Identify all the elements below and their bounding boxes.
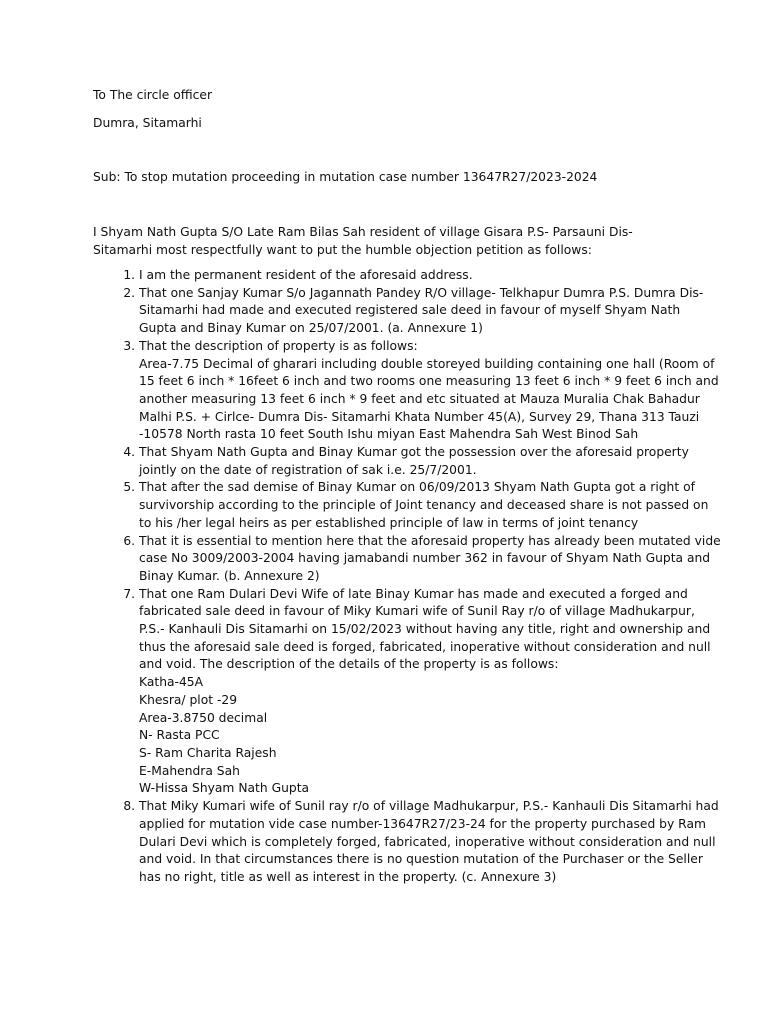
property-detail-katha: Katha-45A: [139, 675, 204, 690]
list-item: [139, 479, 721, 532]
point-text: 7. That one Ram Dulari Devi Wife of late Binay Kumar has made and executed a forged and fabricated sale deed in favour of Miky Kumari wife of Sunil Ray r/o of village Madhukarpur, P.S.- Kanhauli Dis Sitamarhi on 15/02/2023 without having any title, right and ownership and thus the aforesaid sale deed is forged, fabricated, inoperative without consideration and null and void. The description of the details of the property is as follows:: [139, 586, 711, 672]
property-detail-west: W-Hissa Shyam Nath Gupta: [139, 781, 310, 796]
property-detail-north: N- Rasta PCC: [139, 728, 220, 743]
point-text: I am the permanent resident of the aforesaid address.: [139, 268, 473, 282]
recipient-line: To The circle officer: [93, 88, 213, 102]
point-text: That Shyam Nath Gupta and Binay Kumar got the possession over the aforesaid property jointly on the date of registration of sak i.e. 25/7/2001.: [139, 445, 689, 477]
list-item: [139, 444, 721, 479]
point-text: That one Sanjay Kumar S/o Jagannath Pandey R/O village- Telkhapur Dumra P.S. Dumra Dis- Sitamarhi had made and executed registered sale deed in favour of myself Shyam Nath Gupta and Binay Kumar on 25/07/2001. (a. Annexure 1): [139, 285, 704, 336]
point-text: 3. That the description of property is as follows:: [139, 338, 418, 353]
property-detail-khesra: Khesra/ plot -29: [139, 692, 238, 707]
location-line: Dumra, Sitamarhi: [93, 116, 202, 130]
property-description: Area-7.75 Decimal of gharari including double storeyed building containing one hall (Room of 15 feet 6 inch * 16feet 6 inch and two rooms one measuring 13 feet 6 inch * 9 feet 6 inch and another measuring 13 feet 6 inch * 9 feet and etc situated at Mauza Muralia Chak Bahadur Malhi P.S. + Cirlce- Dumra Dis- Sitamarhi Khata Number 45(A), Survey 29, Thana 313 Tauzi -10578 North rasta 10 feet South Ishu miyan East Mahendra Sah West Binod Sah: [139, 356, 719, 442]
list-item: [139, 533, 721, 586]
property-detail-south: S- Ram Charita Rajesh: [139, 745, 277, 760]
point-text: That Miky Kumari wife of Sunil ray r/o of village Madhukarpur, P.S.- Kanhauli Dis Sitamarhi had applied for mutation vide case number-13647R27/23-24 for the property purchased by Ram Dulari Devi which is completely forged, fabricated, inoperative without consideration and null and void. In that circumstances there is no question mutation of the Purchaser or the Seller has no right, title as well as interest in the property. (c. Annexure 3): [139, 799, 719, 884]
list-item: [139, 267, 721, 285]
intro-paragraph: I Shyam Nath Gupta S/O Late Ram Bilas Sah resident of village Gisara P.S- Parsauni Dis- Sitamarhi most respectfully want to put the humble objection petition as follows:: [93, 225, 633, 257]
list-item: [139, 338, 721, 444]
subject-line: Sub: To stop mutation proceeding in mutation case number 13647R27/2023-2024: [93, 170, 598, 184]
list-item: [139, 586, 721, 798]
list-item: [139, 285, 721, 338]
point-text: That after the sad demise of Binay Kumar on 06/09/2013 Shyam Nath Gupta got a right of survivorship according to the principle of Joint tenancy and deceased share is not passed on to his /her legal heirs as per established principle of law in terms of joint tenancy: [139, 480, 709, 530]
property-detail-east: E-Mahendra Sah: [139, 763, 240, 778]
objection-points-list: [93, 267, 721, 887]
property-detail-area: Area-3.8750 decimal: [139, 710, 268, 725]
list-item: [139, 798, 721, 887]
point-text: That it is essential to mention here that the aforesaid property has already been mutated vide case No 3009/2003-2004 having jamabandi number 362 in favour of Shyam Nath Gupta and Binay Kumar. (b. Annexure 2): [139, 533, 721, 583]
